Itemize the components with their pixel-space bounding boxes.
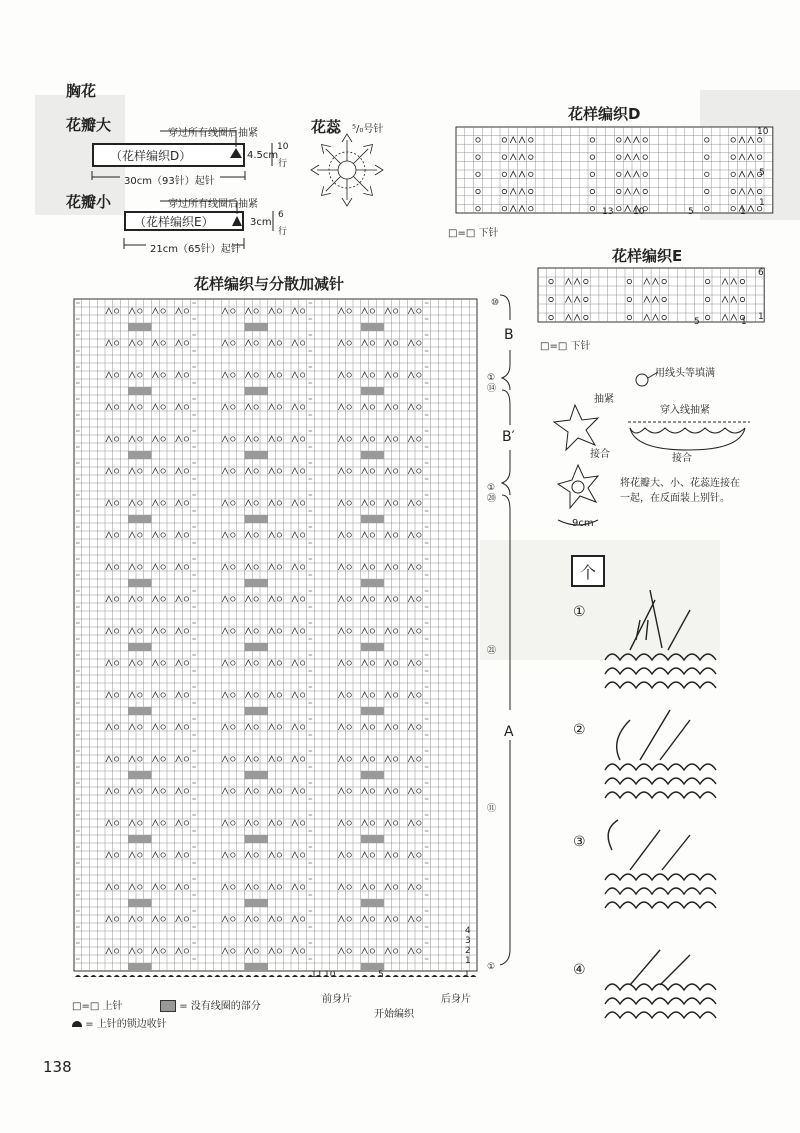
bindoff-mark [346,975,352,977]
no-stitch-cell [361,643,384,651]
pattern-e-col-1: 1 [741,317,747,327]
pattern-d-col-1: 1 [740,207,746,217]
main-right-label-2: ① [487,373,496,383]
bindoff-mark [106,975,112,977]
petal-small-rows-num: 6 [278,210,284,220]
bindoff-mark [253,975,259,977]
petal-small-rows-unit: 行 [278,227,288,237]
main-row-1: 1 [465,956,471,966]
petal-small-height: 3cm [250,217,272,228]
petal-large-rows-num: 10 [277,142,289,152]
pattern-d-title: 花样编织D [568,105,641,123]
main-right-label-5: ⑳ [487,494,497,504]
main-col-1: 1 [464,970,470,980]
no-stitch-cell [128,515,151,523]
legend-purl [72,997,122,1012]
bindoff-mark [191,975,197,977]
step-drawings [600,590,740,1020]
bindoff-mark [215,975,221,977]
no-stitch-cell [245,963,268,971]
bindoff-mark [424,975,430,977]
bindoff-mark [354,975,360,977]
pattern-e-chart [534,266,774,328]
no-stitch-cell [128,835,151,843]
pattern-e-legend: □=□ 下针 [540,341,591,352]
bindoff-mark [408,975,414,977]
petal-large-box-label: （花样编织D） [110,148,192,163]
no-stitch-cell [128,387,151,395]
no-stitch-cell [128,579,151,587]
core-title: 花蕊 [311,118,342,136]
pattern-d-col-5: 5 [688,207,694,217]
legend-bindoff [72,1015,167,1030]
bindoff-mark [199,975,205,977]
main-col-5: 5 [378,970,384,980]
no-stitch-cell [361,323,384,331]
petal-large-height: 4.5cm [247,150,279,161]
section-b-label: B [504,327,514,343]
petal-small-title: 花瓣小 [66,193,112,211]
bindoff-mark [160,975,166,977]
petal-small-note: 穿过所有线圈后抽紧 [168,199,258,210]
pattern-e-col-5: 5 [694,317,700,327]
no-stitch-cell [361,771,384,779]
bindoff-mark [98,975,104,977]
no-stitch-cell [361,515,384,523]
step-symbol-box [571,555,605,587]
no-stitch-cell [245,899,268,907]
back-body-label: 后身片 [441,994,471,1005]
main-right-label-4: ① [487,483,496,493]
bindoff-mark [261,975,267,977]
bindoff-mark [207,975,213,977]
combine-note: 将花瓣大、小、花蕊连接在一起，在反面装上别针。 [620,478,740,504]
bindoff-mark [246,975,252,977]
no-stitch-cell [361,579,384,587]
bindoff-mark [238,975,244,977]
no-stitch-cell [361,707,384,715]
petal-large-note: 穿过所有线圈后抽紧 [168,128,258,139]
no-stitch-cell [128,771,151,779]
bindoff-mark [145,975,151,977]
pattern-e-row-top: 6 [758,268,764,278]
no-stitch-cell [245,387,268,395]
no-stitch-cell [128,899,151,907]
legend-gray [160,997,261,1012]
bindoff-mark [230,975,236,977]
no-stitch-cell [128,963,151,971]
section-title: 胸花 [66,82,97,100]
page-number: 138 [43,1058,72,1076]
step-2-label: ② [573,722,586,738]
bindoff-mark [362,975,368,977]
bindoff-mark [176,975,182,977]
bindoff-mark [393,975,399,977]
legend-purl-text: □=□ 上针 [72,1001,123,1012]
main-right-label-8: ① [487,962,496,972]
pattern-d-row-mid: 5 [759,168,765,178]
front-body-label: 前身片 [322,994,352,1005]
no-stitch-cell [245,515,268,523]
bindoff-mark [455,975,461,977]
no-stitch-cell [128,451,151,459]
step-4-label: ④ [573,962,586,978]
legend-bindoff-text: = 上针的锁边收针 [85,1019,167,1030]
no-stitch-cell [245,643,268,651]
assembly-drawings [540,360,800,540]
bindoff-mark [401,975,407,977]
main-right-label-1: ⑩ [491,298,500,308]
gather-label: 抽紧 [594,394,614,405]
pattern-e-row-bottom: 1 [758,312,764,322]
section-brackets [496,290,526,990]
bindoff-mark [222,975,228,977]
bindoff-mark [416,975,422,977]
bindoff-mark [129,975,135,977]
section-b-prime-label: B′ [502,429,515,445]
bindoff-mark [470,975,476,977]
main-col-10: 10 [324,970,336,980]
bindoff-icon [72,1021,82,1027]
bindoff-mark [284,975,290,977]
main-row-2: 2 [465,946,471,956]
bindoff-mark [370,975,376,977]
diameter-label: 9cm [572,518,594,529]
no-stitch-cell [245,579,268,587]
legend-gray-text: = 没有线圈的部分 [179,1001,261,1012]
no-stitch-cell [245,323,268,331]
main-col-11: 11 [311,970,323,980]
bindoff-mark [83,975,89,977]
pattern-e-title: 花样编织E [612,247,683,265]
bindoff-mark [300,975,306,977]
bindoff-mark [339,975,345,977]
main-right-label-6: ㉑ [487,646,497,656]
bindoff-mark [137,975,143,977]
bindoff-mark [168,975,174,977]
no-stitch-cell [361,899,384,907]
start-knitting-label: 开始编织 [374,1009,414,1020]
petal-large-rows-unit: 行 [278,159,288,169]
main-right-label-7: ⑪ [487,804,497,814]
no-stitch-cell [361,835,384,843]
pattern-d-row-bottom: 1 [759,198,765,208]
main-chart-title: 花样编织与分散加减针 [194,275,345,293]
bindoff-mark [269,975,275,977]
petal-large-width: 30cm（93针）起针 [124,176,215,187]
pattern-d-row-top: 10 [757,127,769,137]
step-symbol: 个 [579,562,596,582]
join-label-1: 接合 [590,449,610,460]
no-stitch-cell [245,835,268,843]
main-row-4: 4 [465,926,471,936]
petal-large-title: 花瓣大 [66,116,112,134]
bindoff-mark [153,975,159,977]
bindoff-mark [277,975,283,977]
bindoff-mark [184,975,190,977]
no-stitch-cell [245,771,268,779]
step-3-label: ③ [573,834,586,850]
bindoff-mark [292,975,298,977]
section-a-label: A [504,724,514,740]
main-right-label-3: ⑭ [487,384,497,394]
no-stitch-cell [128,707,151,715]
bindoff-mark [122,975,128,977]
bindoff-mark [439,975,445,977]
no-stitch-cell [361,387,384,395]
petal-small-box-label: （花样编织E） [134,214,214,229]
no-stitch-cell [245,451,268,459]
step-1-label: ① [573,604,586,620]
fill-note: 用线头等填满 [655,368,715,379]
bindoff-mark [385,975,391,977]
pattern-d-legend: □=□ 下针 [448,228,499,239]
thread-gather-label: 穿入线抽紧 [660,405,710,416]
petal-small-width: 21cm（65针）起针 [150,244,241,255]
bindoff-mark [447,975,453,977]
no-stitch-cell [245,707,268,715]
no-stitch-cell [128,643,151,651]
bindoff-mark [91,975,97,977]
pattern-d-col-10: 10 [633,207,645,217]
no-stitch-cell [128,323,151,331]
pattern-d-col-13: 13 [602,207,614,217]
gray-swatch-icon [160,1000,176,1012]
no-stitch-cell [361,451,384,459]
core-hook: ⁵/₀号针 [352,124,384,135]
join-label-2: 接合 [672,453,692,464]
bindoff-mark [114,975,120,977]
bindoff-mark [75,975,81,977]
bindoff-mark [432,975,438,977]
main-row-3: 3 [465,936,471,946]
main-chart [70,295,490,985]
